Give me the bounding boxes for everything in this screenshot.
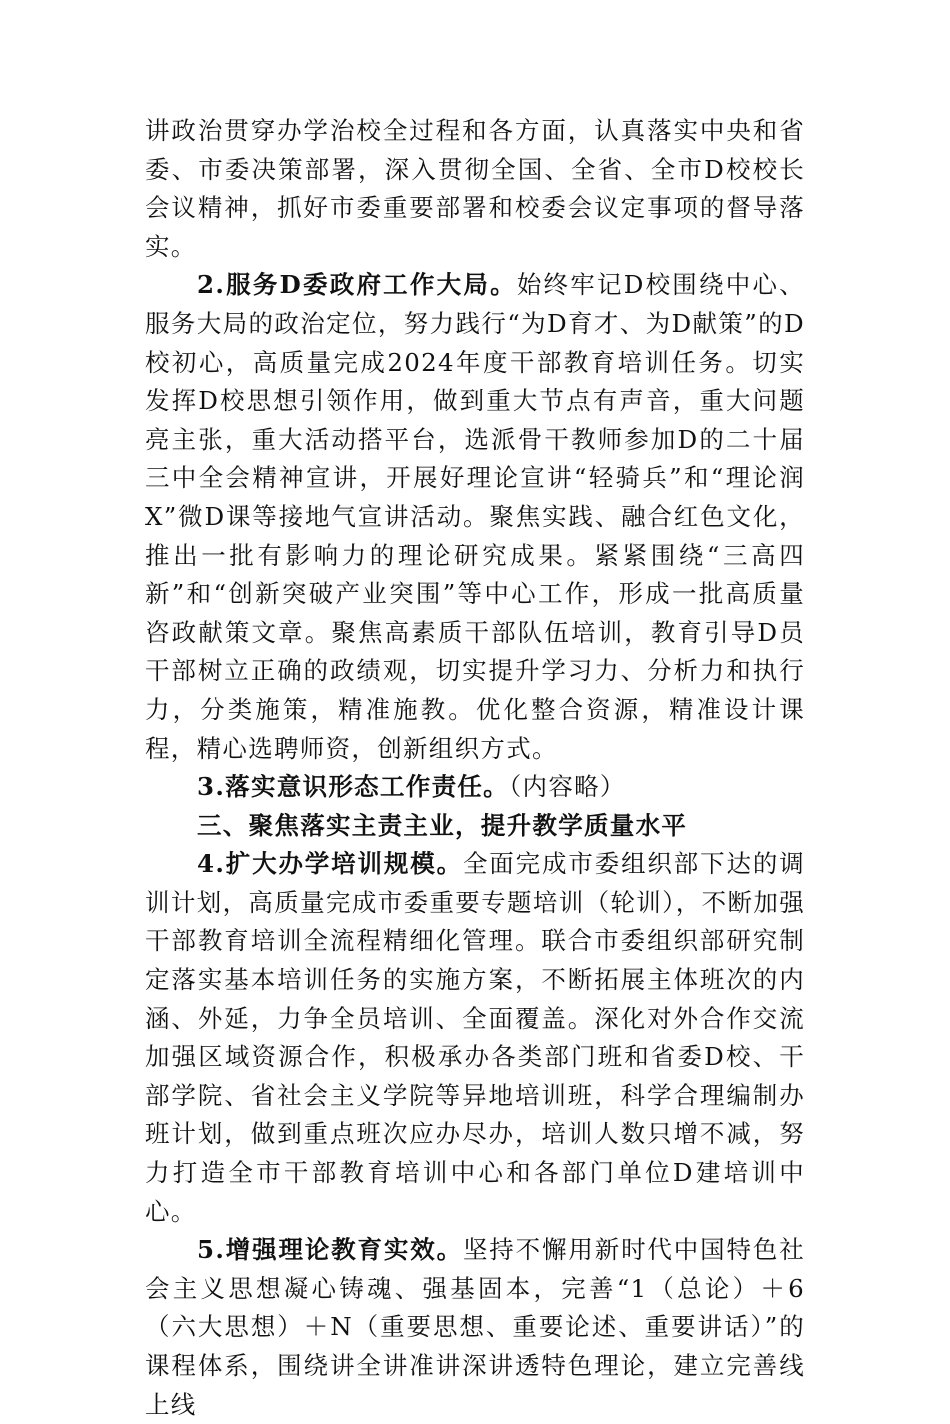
paragraph-4 bbox=[145, 845, 805, 1231]
section-3-heading: 三、聚焦落实主责主业，提升教学质量水平 bbox=[197, 810, 688, 840]
document-page bbox=[145, 112, 805, 1424]
paragraph-3 bbox=[145, 768, 805, 807]
paragraph-5 bbox=[145, 1231, 805, 1424]
paragraph-1: 讲政治贯穿办学治校全过程和各方面，认真落实中央和省委、市委决策部署，深入贯彻全国、全省、全市D校校长会议精神，抓好市委重要部署和校委会议定事项的督导落实。 bbox=[145, 116, 805, 261]
paragraph-5-body: 坚持不懈用新时代中国特色社会主义思想凝心铸魂、强基固本，完善“1（总论）＋6（六大思想）＋N（重要思想、重要论述、重要讲话）”的课程体系，围绕讲全讲准讲深讲透特色理论，建立完善线上线 bbox=[145, 1235, 805, 1419]
paragraph-4-title: 4.扩大办学培训规模。 bbox=[197, 849, 463, 879]
paragraph-2-title: 2.服务D委政府工作大局。 bbox=[197, 270, 517, 300]
paragraph-2-body: 始终牢记D校围绕中心、服务大局的政治定位，努力践行“为D育才、为D献策”的D校初心，高质量完成2024年度干部教育培训任务。切实发挥D校思想引领作用，做到重大节点有声音，重大问题亮主张，重大活动搭平台，选派骨干教师参加D的二十届三中全会精神宣讲，开展好理论宣讲“轻骑兵”和“理论润X”微D课等接地气宣讲活动。聚焦实践、融合红色文化，推出一批有影响力的理论研究成果。紧紧围绕“三高四新”和“创新突破产业突围”等中心工作，形成一批高质量咨政献策文章。聚焦高素质干部队伍培训，教育引导D员干部树立正确的政绩观，切实提升学习力、分析力和执行力，分类施策，精准施教。优化整合资源，精准设计课程，精心选聘师资，创新组织方式。 bbox=[145, 270, 805, 763]
paragraph-3-title: 3.落实意识形态工作责任。 bbox=[197, 772, 509, 802]
paragraph-2 bbox=[145, 266, 805, 768]
paragraph-4-body: 全面完成市委组织部下达的调训计划，高质量完成市委重要专题培训（轮训），不断加强干部教育培训全流程精细化管理。联合市委组织部研究制定落实基本培训任务的实施方案，不断拓展主体班次的内涵、外延，力争全员培训、全面覆盖。深化对外合作交流加强区域资源合作，积极承办各类部门班和省委D校、干部学院、省社会主义学院等异地培训班，科学合理编制办班计划，做到重点班次应办尽办，培训人数只增不减，努力打造全市干部教育培训中心和各部门单位D建培训中心。 bbox=[145, 849, 805, 1226]
paragraph-5-title: 5.增强理论教育实效。 bbox=[197, 1235, 463, 1265]
paragraph-3-body: （内容略） bbox=[508, 772, 626, 802]
